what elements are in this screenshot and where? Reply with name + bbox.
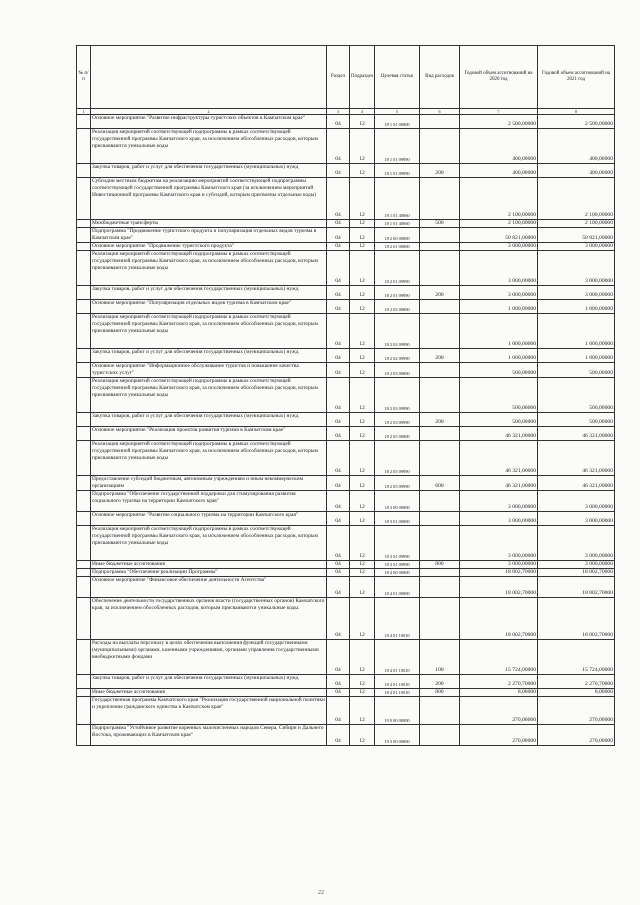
- table-row: [77, 725, 615, 746]
- row-2021-amount-cell: 1 000,00000: [538, 314, 615, 349]
- row-2020-amount-cell: 3 000,00000: [460, 512, 538, 526]
- table-row: [77, 577, 615, 598]
- row-number-cell: [77, 598, 91, 640]
- row-number-cell: [77, 725, 91, 746]
- row-subsection-cell: 12: [350, 640, 375, 675]
- row-2021-amount-cell: 500,00000: [538, 378, 615, 413]
- row-section-cell: 04: [327, 561, 350, 569]
- row-subsection-cell: 12: [350, 129, 375, 164]
- row-name-cell: Закупка товаров, работ и услуг для обеспечения государственных (муниципальных) нужд: [91, 675, 327, 689]
- row-subsection-cell: 12: [350, 598, 375, 640]
- row-name-cell: Иные бюджетные ассигнования: [91, 561, 327, 569]
- row-exp-type-cell: [420, 129, 460, 164]
- row-subsection-cell: 12: [350, 349, 375, 363]
- row-target-cell: 18 4 01 10010: [375, 689, 420, 697]
- row-name-cell: Обеспечение деятельности государственных органов власти (государственных органов) Камчатского края, за исключением обособленных расходов, которым присваиваются уникальные коды.: [91, 598, 327, 640]
- row-exp-type-cell: 200: [420, 413, 460, 427]
- row-2020-amount-cell: 3 000,00000: [460, 286, 538, 300]
- row-2021-amount-cell: 270,00000: [538, 725, 615, 746]
- row-number-cell: [77, 378, 91, 413]
- row-2021-amount-cell: 3 000,00000: [538, 286, 615, 300]
- row-name-cell: Реализация мероприятий соответствующей подпрограммы в рамках соответствующей государственной программы Камчатского края, за исключением обособленных расходов, которым присваиваются уникальные коды: [91, 378, 327, 413]
- row-number-cell: [77, 300, 91, 314]
- row-2020-amount-cell: 270,00000: [460, 725, 538, 746]
- row-exp-type-cell: [420, 115, 460, 129]
- table-row: [77, 640, 615, 675]
- row-2020-amount-cell: 50 821,00000: [460, 228, 538, 243]
- row-target-cell: 18 2 05 09990: [375, 476, 420, 491]
- row-2020-amount-cell: 18 002,70000: [460, 569, 538, 577]
- row-number-cell: [77, 349, 91, 363]
- row-target-cell: 18 2 05 09990: [375, 441, 420, 476]
- row-2021-amount-cell: 400,00000: [538, 129, 615, 164]
- row-2020-amount-cell: 1 000,00000: [460, 314, 538, 349]
- row-subsection-cell: 12: [350, 243, 375, 251]
- row-2021-amount-cell: 1 000,00000: [538, 300, 615, 314]
- row-number-cell: [77, 441, 91, 476]
- table-row: [77, 598, 615, 640]
- row-target-cell: 18 2 01 09990: [375, 251, 420, 286]
- row-subsection-cell: 12: [350, 725, 375, 746]
- table-row: [77, 476, 615, 491]
- row-2020-amount-cell: 3 000,00000: [460, 526, 538, 561]
- row-2020-amount-cell: 500,00000: [460, 413, 538, 427]
- row-target-cell: 18 4 00 00000: [375, 569, 420, 577]
- col-exp-type-header: Вид расходов: [420, 46, 460, 109]
- table-row: [77, 675, 615, 689]
- table-row: [77, 427, 615, 441]
- col-2020-header: Годовой объем ассигнований на 2020 год: [460, 46, 538, 109]
- row-2021-amount-cell: 46 321,00000: [538, 441, 615, 476]
- row-number-cell: [77, 697, 91, 725]
- row-name-cell: Расходы на выплаты персоналу в целях обеспечения выполнения функций государственными (муниципальными) органами, казенными учреждениями, органами управления государственными внебюджетными фондами: [91, 640, 327, 675]
- row-target-cell: 18 3 01 09990: [375, 561, 420, 569]
- table-row: [77, 115, 615, 129]
- table-row: [77, 378, 615, 413]
- col-num-header: № п/п: [77, 46, 91, 109]
- row-number-cell: [77, 569, 91, 577]
- row-name-cell: Реализация мероприятий соответствующей подпрограммы в рамках соответствующей государственной программы Камчатского края, за исключением обособленных расходов, которым присваиваются уникальные коды: [91, 441, 327, 476]
- table-row: [77, 441, 615, 476]
- row-exp-type-cell: 800: [420, 561, 460, 569]
- col-section-header: Раздел: [327, 46, 350, 109]
- row-target-cell: 18 3 01 00000: [375, 512, 420, 526]
- row-2020-amount-cell: 18 002,70000: [460, 598, 538, 640]
- row-target-cell: 19 3 00 00000: [375, 725, 420, 746]
- row-2020-amount-cell: 2 100,00000: [460, 178, 538, 220]
- row-name-cell: Основное мероприятие "Продвижение туристского продукта": [91, 243, 327, 251]
- row-section-cell: 04: [327, 491, 350, 512]
- row-name-cell: Субсидии местным бюджетам на реализацию мероприятий соответствующей подпрограммы соответствующей государственной программы Камчатского края (за исключением мероприятий Инвестиционной программы Камчатского края и субсидий, которым присвоены отдельные коды): [91, 178, 327, 220]
- row-section-cell: 04: [327, 349, 350, 363]
- column-number: 1: [77, 109, 91, 115]
- row-subsection-cell: 12: [350, 689, 375, 697]
- row-exp-type-cell: [420, 228, 460, 243]
- row-subsection-cell: 12: [350, 476, 375, 491]
- column-number: 8: [538, 109, 615, 115]
- row-target-cell: 18 4 01 10010: [375, 640, 420, 675]
- row-number-cell: [77, 220, 91, 228]
- table-row: [77, 561, 615, 569]
- row-subsection-cell: 12: [350, 251, 375, 286]
- row-2021-amount-cell: 18 002,70000: [538, 598, 615, 640]
- row-exp-type-cell: 600: [420, 476, 460, 491]
- row-subsection-cell: 12: [350, 512, 375, 526]
- row-2020-amount-cell: 400,00000: [460, 164, 538, 178]
- row-section-cell: 04: [327, 314, 350, 349]
- row-exp-type-cell: [420, 441, 460, 476]
- row-2021-amount-cell: 50 821,00000: [538, 228, 615, 243]
- row-exp-type-cell: [420, 300, 460, 314]
- row-subsection-cell: 12: [350, 697, 375, 725]
- column-number: 2: [91, 109, 327, 115]
- row-exp-type-cell: [420, 598, 460, 640]
- row-name-cell: Основное мероприятие "Реализация проектов развития туризма в Камчатском крае": [91, 427, 327, 441]
- row-number-cell: [77, 491, 91, 512]
- row-name-cell: Государственная программа Камчатского края "Реализация государственной национальной политики и укрепление гражданского единства в Камчатском крае": [91, 697, 327, 725]
- table-row: [77, 526, 615, 561]
- row-exp-type-cell: [420, 577, 460, 598]
- row-subsection-cell: 12: [350, 228, 375, 243]
- row-target-cell: 18 2 03 00000: [375, 363, 420, 378]
- row-section-cell: 04: [327, 598, 350, 640]
- row-section-cell: 04: [327, 378, 350, 413]
- row-section-cell: 04: [327, 476, 350, 491]
- row-exp-type-cell: [420, 314, 460, 349]
- row-section-cell: 04: [327, 697, 350, 725]
- table-body: [77, 115, 615, 746]
- row-target-cell: 18 2 02 00000: [375, 300, 420, 314]
- row-subsection-cell: 12: [350, 378, 375, 413]
- row-section-cell: 04: [327, 115, 350, 129]
- row-section-cell: 04: [327, 577, 350, 598]
- row-target-cell: 18 3 00 00000: [375, 491, 420, 512]
- row-name-cell: Подпрограмма "Устойчивое развитие коренных малочисленных народов Севера, Сибири и Дальнего Востока, проживающих в Камчатском крае": [91, 725, 327, 746]
- row-name-cell: Основное мероприятие "Популяризация отдельных видов туризма в Камчатском крае": [91, 300, 327, 314]
- row-2021-amount-cell: 1 000,00000: [538, 349, 615, 363]
- row-2020-amount-cell: 18 002,70000: [460, 577, 538, 598]
- row-subsection-cell: 12: [350, 491, 375, 512]
- row-target-cell: 18 1 01 00000: [375, 115, 420, 129]
- table-row: [77, 363, 615, 378]
- row-name-cell: Основное мероприятие "Развитие социального туризма на территории Камчатского края": [91, 512, 327, 526]
- table-row: [77, 512, 615, 526]
- row-2021-amount-cell: 3 000,00000: [538, 526, 615, 561]
- column-number: 6: [420, 109, 460, 115]
- row-name-cell: Закупка товаров, работ и услуг для обеспечения государственных (муниципальных) нужд: [91, 413, 327, 427]
- row-subsection-cell: 12: [350, 164, 375, 178]
- row-number-cell: [77, 178, 91, 220]
- row-subsection-cell: 12: [350, 314, 375, 349]
- row-name-cell: Основное мероприятие "Информационное обслуживание туристов и повышение качества туристских услуг": [91, 363, 327, 378]
- column-number: 3: [327, 109, 350, 115]
- row-subsection-cell: 12: [350, 178, 375, 220]
- table-row: [77, 569, 615, 577]
- row-exp-type-cell: [420, 725, 460, 746]
- row-exp-type-cell: [420, 569, 460, 577]
- table-header-row: [77, 46, 615, 109]
- row-target-cell: 19 0 00 00000: [375, 697, 420, 725]
- row-2021-amount-cell: 15 724,00000: [538, 640, 615, 675]
- row-subsection-cell: 12: [350, 286, 375, 300]
- row-exp-type-cell: [420, 697, 460, 725]
- row-subsection-cell: 12: [350, 577, 375, 598]
- row-section-cell: 04: [327, 427, 350, 441]
- row-target-cell: 18 1 01 40060: [375, 220, 420, 228]
- row-2020-amount-cell: 2 270,70000: [460, 675, 538, 689]
- row-2021-amount-cell: 500,00000: [538, 363, 615, 378]
- row-section-cell: 04: [327, 675, 350, 689]
- row-number-cell: [77, 363, 91, 378]
- row-target-cell: 18 1 01 09990: [375, 129, 420, 164]
- row-target-cell: 18 4 01 00000: [375, 577, 420, 598]
- row-section-cell: 04: [327, 164, 350, 178]
- row-subsection-cell: 12: [350, 363, 375, 378]
- row-number-cell: [77, 251, 91, 286]
- row-section-cell: 04: [327, 220, 350, 228]
- table-row: [77, 349, 615, 363]
- row-subsection-cell: 12: [350, 115, 375, 129]
- table-row: [77, 286, 615, 300]
- row-2020-amount-cell: 3 000,00000: [460, 491, 538, 512]
- row-name-cell: Реализация мероприятий соответствующей подпрограммы в рамках соответствующей государственной программы Камчатского края, за исключением обособленных расходов, которым присваиваются уникальные коды: [91, 314, 327, 349]
- row-exp-type-cell: 200: [420, 349, 460, 363]
- row-number-cell: [77, 314, 91, 349]
- row-exp-type-cell: [420, 178, 460, 220]
- row-section-cell: 04: [327, 413, 350, 427]
- table-row: [77, 413, 615, 427]
- row-name-cell: Предоставление субсидий бюджетным, автономным учреждениям и иным некоммерческим организациям: [91, 476, 327, 491]
- row-2021-amount-cell: 500,00000: [538, 413, 615, 427]
- row-name-cell: Подпрограмма "Обеспечение государственной поддержки для стимулирования развития социального туризма на территории Камчатского края": [91, 491, 327, 512]
- col-target-header: Целевая статья: [375, 46, 420, 109]
- row-2021-amount-cell: 18 002,70000: [538, 577, 615, 598]
- row-target-cell: 18 2 02 09990: [375, 349, 420, 363]
- row-2020-amount-cell: 8,00000: [460, 689, 538, 697]
- page-number: 22: [318, 890, 324, 896]
- row-exp-type-cell: [420, 251, 460, 286]
- row-exp-type-cell: 200: [420, 675, 460, 689]
- row-name-cell: Подпрограмма "Обеспечение реализации Программы": [91, 569, 327, 577]
- row-2021-amount-cell: 18 002,70000: [538, 569, 615, 577]
- row-target-cell: 18 2 00 00000: [375, 228, 420, 243]
- table-row: [77, 243, 615, 251]
- row-target-cell: 18 2 03 09990: [375, 413, 420, 427]
- row-2020-amount-cell: 46 321,00000: [460, 476, 538, 491]
- row-2021-amount-cell: 2 100,00000: [538, 178, 615, 220]
- row-subsection-cell: 12: [350, 561, 375, 569]
- row-2020-amount-cell: 3 000,00000: [460, 561, 538, 569]
- table-row: [77, 178, 615, 220]
- row-section-cell: 04: [327, 243, 350, 251]
- row-section-cell: 04: [327, 441, 350, 476]
- row-section-cell: 04: [327, 286, 350, 300]
- row-subsection-cell: 12: [350, 441, 375, 476]
- column-number: 7: [460, 109, 538, 115]
- row-2020-amount-cell: 3 000,00000: [460, 251, 538, 286]
- row-exp-type-cell: [420, 491, 460, 512]
- row-section-cell: 04: [327, 725, 350, 746]
- row-2020-amount-cell: 1 000,00000: [460, 300, 538, 314]
- row-number-cell: [77, 115, 91, 129]
- row-2020-amount-cell: 270,00000: [460, 697, 538, 725]
- row-exp-type-cell: [420, 363, 460, 378]
- row-name-cell: Закупка товаров, работ и услуг для обеспечения государственных (муниципальных) нужд: [91, 286, 327, 300]
- row-name-cell: Реализация мероприятий соответствующей подпрограммы в рамках соответствующей государственной программы Камчатского края, за исключением обособленных расходов, которым присваиваются уникальные коды: [91, 251, 327, 286]
- row-exp-type-cell: 200: [420, 286, 460, 300]
- row-number-cell: [77, 476, 91, 491]
- row-number-cell: [77, 243, 91, 251]
- row-number-cell: [77, 689, 91, 697]
- row-section-cell: 04: [327, 178, 350, 220]
- row-section-cell: 04: [327, 251, 350, 286]
- row-target-cell: 18 1 01 09990: [375, 164, 420, 178]
- row-2021-amount-cell: 400,00000: [538, 164, 615, 178]
- row-2021-amount-cell: 270,00000: [538, 697, 615, 725]
- column-number: 4: [350, 109, 375, 115]
- row-2021-amount-cell: 3 000,00000: [538, 491, 615, 512]
- col-2021-header: Годовой объем ассигнований на 2021 год: [538, 46, 615, 109]
- row-target-cell: 18 2 05 00000: [375, 427, 420, 441]
- row-section-cell: 04: [327, 363, 350, 378]
- row-2020-amount-cell: 400,00000: [460, 129, 538, 164]
- row-exp-type-cell: [420, 427, 460, 441]
- table-row: [77, 697, 615, 725]
- row-exp-type-cell: 500: [420, 220, 460, 228]
- row-name-cell: Реализация мероприятий соответствующей подпрограммы в рамках соответствующей государственной программы Камчатского края, за исключением обособленных расходов, которым присваиваются уникальные коды: [91, 526, 327, 561]
- row-name-cell: Иные бюджетные ассигнования: [91, 689, 327, 697]
- row-exp-type-cell: [420, 512, 460, 526]
- row-target-cell: 18 2 01 00000: [375, 243, 420, 251]
- row-2020-amount-cell: 15 724,00000: [460, 640, 538, 675]
- row-subsection-cell: 12: [350, 427, 375, 441]
- row-2020-amount-cell: 2 500,00000: [460, 115, 538, 129]
- row-subsection-cell: 12: [350, 413, 375, 427]
- row-name-cell: Основное мероприятие "Развитие инфраструктуры туристских объектов в Камчатском крае": [91, 115, 327, 129]
- row-target-cell: 18 2 03 09990: [375, 378, 420, 413]
- row-number-cell: [77, 286, 91, 300]
- row-2021-amount-cell: 3 000,00000: [538, 561, 615, 569]
- table-row: [77, 491, 615, 512]
- row-target-cell: 18 3 01 09990: [375, 526, 420, 561]
- row-2020-amount-cell: 2 100,00000: [460, 220, 538, 228]
- row-exp-type-cell: 800: [420, 689, 460, 697]
- row-section-cell: 04: [327, 526, 350, 561]
- row-section-cell: 04: [327, 689, 350, 697]
- row-exp-type-cell: 200: [420, 164, 460, 178]
- row-name-cell: Основное мероприятие "Финансовое обеспечение деятельности Агентства": [91, 577, 327, 598]
- row-2020-amount-cell: 500,00000: [460, 378, 538, 413]
- row-number-cell: [77, 577, 91, 598]
- column-number: 5: [375, 109, 420, 115]
- row-name-cell: Реализация мероприятий соответствующей подпрограммы в рамках соответствующей государственной программы Камчатского края, за исключением обособленных расходов, которым присваиваются уникальные коды: [91, 129, 327, 164]
- row-subsection-cell: 12: [350, 220, 375, 228]
- row-number-cell: [77, 526, 91, 561]
- row-exp-type-cell: [420, 526, 460, 561]
- row-exp-type-cell: [420, 243, 460, 251]
- row-section-cell: 04: [327, 512, 350, 526]
- row-2021-amount-cell: 3 000,00000: [538, 243, 615, 251]
- row-section-cell: 04: [327, 300, 350, 314]
- row-2021-amount-cell: 2 270,70000: [538, 675, 615, 689]
- table-row: [77, 314, 615, 349]
- row-2021-amount-cell: 3 000,00000: [538, 512, 615, 526]
- row-2020-amount-cell: 1 000,00000: [460, 349, 538, 363]
- budget-allocation-table: [76, 45, 615, 746]
- row-subsection-cell: 12: [350, 300, 375, 314]
- row-2020-amount-cell: 500,00000: [460, 363, 538, 378]
- row-section-cell: 04: [327, 640, 350, 675]
- row-2021-amount-cell: 2 100,00000: [538, 220, 615, 228]
- row-2021-amount-cell: 46 321,00000: [538, 427, 615, 441]
- table-row: [77, 220, 615, 228]
- row-number-cell: [77, 228, 91, 243]
- row-2020-amount-cell: 46 321,00000: [460, 427, 538, 441]
- row-number-cell: [77, 675, 91, 689]
- row-section-cell: 04: [327, 569, 350, 577]
- row-number-cell: [77, 640, 91, 675]
- col-name-header: [91, 46, 327, 109]
- table-row: [77, 251, 615, 286]
- row-name-cell: Закупка товаров, работ и услуг для обеспечения государственных (муниципальных) нужд: [91, 349, 327, 363]
- row-section-cell: 04: [327, 129, 350, 164]
- col-subsection-header: Подраздел: [350, 46, 375, 109]
- row-number-cell: [77, 413, 91, 427]
- row-number-cell: [77, 561, 91, 569]
- row-target-cell: 18 1 01 40060: [375, 178, 420, 220]
- row-exp-type-cell: 100: [420, 640, 460, 675]
- row-target-cell: 18 2 01 09990: [375, 286, 420, 300]
- row-2021-amount-cell: 3 000,00000: [538, 251, 615, 286]
- row-subsection-cell: 12: [350, 526, 375, 561]
- row-2021-amount-cell: 46 321,00000: [538, 476, 615, 491]
- row-exp-type-cell: [420, 378, 460, 413]
- row-subsection-cell: 12: [350, 675, 375, 689]
- row-target-cell: 18 4 01 10010: [375, 598, 420, 640]
- table-row: [77, 300, 615, 314]
- row-name-cell: Подпрограмма "Продвижение туристского продукта и популяризация отдельных видов туризма в Камчатском крае": [91, 228, 327, 243]
- row-target-cell: 18 2 02 09990: [375, 314, 420, 349]
- table-row: [77, 228, 615, 243]
- row-2021-amount-cell: 8,00000: [538, 689, 615, 697]
- row-2021-amount-cell: 2 500,00000: [538, 115, 615, 129]
- row-number-cell: [77, 164, 91, 178]
- row-2020-amount-cell: 46 321,00000: [460, 441, 538, 476]
- row-2020-amount-cell: 3 000,00000: [460, 243, 538, 251]
- table-row: [77, 129, 615, 164]
- row-section-cell: 04: [327, 228, 350, 243]
- row-name-cell: Закупка товаров, работ и услуг для обеспечения государственных (муниципальных) нужд: [91, 164, 327, 178]
- row-subsection-cell: 12: [350, 569, 375, 577]
- row-name-cell: Межбюджетные трансферты: [91, 220, 327, 228]
- row-number-cell: [77, 427, 91, 441]
- table-row: [77, 689, 615, 697]
- row-target-cell: 18 4 01 10010: [375, 675, 420, 689]
- row-number-cell: [77, 129, 91, 164]
- table-row: [77, 164, 615, 178]
- row-number-cell: [77, 512, 91, 526]
